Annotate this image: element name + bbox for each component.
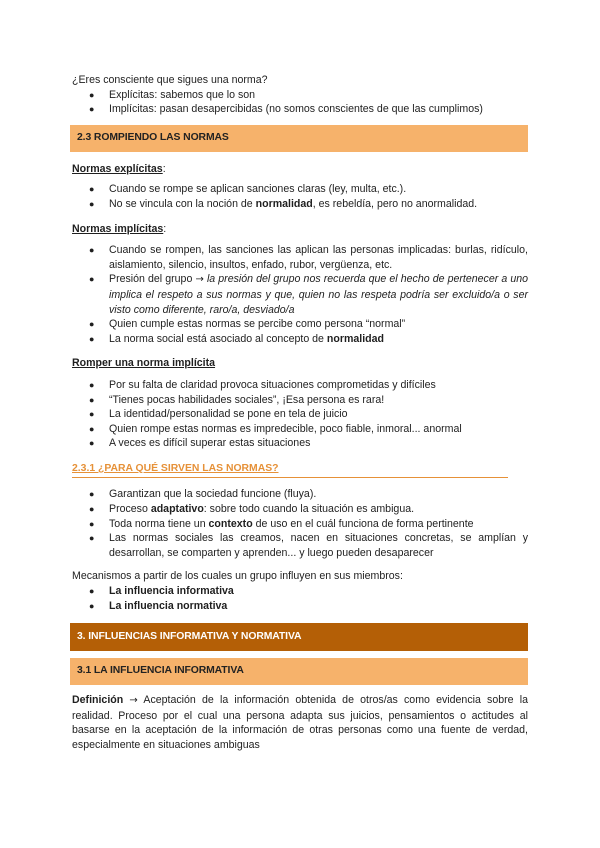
section-2-3-1-header: 2.3.1 ¿PARA QUÉ SIRVEN LAS NORMAS? [72, 461, 508, 479]
bullet-icon: ● [89, 600, 95, 611]
bullet-icon: ● [89, 586, 95, 597]
list-item: ● No se vincula con la noción de normalidad, es rebeldía, pero no anormalidad. [89, 197, 478, 210]
list-item: ● La influencia informativa [89, 585, 234, 598]
document-page [72, 73, 528, 753]
break-implicit-list [72, 378, 528, 451]
list-item: ● Por su falta de claridad provoca situaciones comprometidas y difíciles [89, 378, 436, 391]
bullet-icon: ● [89, 333, 95, 344]
bullet-icon: ● [89, 104, 95, 115]
bullet-icon: ● [89, 184, 95, 195]
section-3-header: 3. INFLUENCIAS INFORMATIVA Y NORMATIVA [70, 623, 528, 651]
explicit-norms-heading: Normas explícitas: [72, 162, 166, 175]
bullet-icon: ● [89, 379, 95, 390]
list-item: ● Las normas sociales las creamos, nacen en situaciones concretas, se amplían y desarrollan, se comparten y aprenden... y luego pueden desaparecer [89, 532, 528, 559]
arrow-right-icon: → [195, 274, 204, 286]
definition-paragraph: Definición → Aceptación de la información obtenida de otros/as como evidencia sobre la realidad. Proceso por el cual una persona adapta sus juicios, pensamientos o actitudes al basarse en la aceptación de la información de otras personas como una fuente de verdad, especialmente en situaciones ambiguas [72, 694, 528, 751]
list-item: ● Quien cumple estas normas se percibe como persona “normal” [89, 318, 406, 331]
list-item: ● Presión del grupo → la presión del grupo nos recuerda que el hecho de pertenecer a uno implica el respeto a sus normas y que, quien no las respeta podría ser excluido/a o ser visto como diferente, raro/a, desviado/a [89, 273, 528, 316]
bullet-icon: ● [89, 198, 95, 209]
list-item: ● Proceso adaptativo: sobre todo cuando la situación es ambigua. [89, 503, 415, 516]
intro-question: ¿Eres consciente que sigues una norma? [72, 74, 268, 86]
bullet-icon: ● [89, 438, 95, 449]
bullet-icon: ● [89, 423, 95, 434]
bullet-icon: ● [89, 274, 95, 285]
bullet-icon: ● [89, 533, 95, 544]
bullet-icon: ● [89, 319, 95, 330]
bullet-icon: ● [89, 504, 95, 515]
list-item: ● Implícitas: pasan desapercibidas (no somos conscientes de que las cumplimos) [89, 103, 483, 116]
bullet-icon: ● [89, 245, 95, 256]
bullet-icon: ● [89, 489, 95, 500]
bullet-icon: ● [89, 89, 95, 100]
break-implicit-heading: Romper una norma implícita [72, 357, 216, 370]
implicit-norms-list [72, 243, 528, 346]
intro-list [72, 88, 528, 117]
section-2-3-header: 2.3 ROMPIENDO LAS NORMAS [70, 125, 528, 152]
list-item: ● “Tienes pocas habilidades sociales”, ¡Esa persona es rara! [89, 393, 385, 406]
arrow-right-icon: → [129, 695, 138, 707]
list-item: ● Cuando se rompen, las sanciones las aplican las personas implicadas: burlas, ridículo, aislamiento, silencio, insultos, enfado, rubor, vergüenza, etc. [89, 244, 528, 271]
list-item: ● A veces es difícil superar estas situaciones [89, 437, 311, 450]
list-item: ● Garantizan que la sociedad funcione (fluya). [89, 488, 317, 501]
bullet-icon: ● [89, 409, 95, 420]
mechanisms-intro: Mecanismos a partir de los cuales un grupo influyen en sus miembros: [72, 570, 403, 583]
bullet-icon: ● [89, 518, 95, 529]
explicit-norms-list [72, 182, 528, 211]
bullet-icon: ● [89, 394, 95, 405]
implicit-norms-heading: Normas implícitas: [72, 222, 167, 235]
list-item: ● La norma social está asociado al concepto de normalidad [89, 332, 385, 345]
norms-purpose-list [72, 487, 528, 560]
list-item: ● Explícitas: sabemos que lo son [89, 88, 256, 101]
mechanisms-list [72, 584, 528, 613]
list-item: ● Cuando se rompe se aplican sanciones claras (ley, multa, etc.). [89, 183, 407, 196]
list-item: ● La identidad/personalidad se pone en tela de juicio [89, 408, 348, 421]
list-item: ● La influencia normativa [89, 599, 228, 612]
list-item: ● Toda norma tiene un contexto de uso en el cuál funciona de forma pertinente [89, 517, 474, 530]
list-item: ● Quien rompe estas normas es impredecible, poco fiable, inmoral... anormal [89, 422, 462, 435]
section-3-1-header: 3.1 LA INFLUENCIA INFORMATIVA [70, 658, 528, 685]
